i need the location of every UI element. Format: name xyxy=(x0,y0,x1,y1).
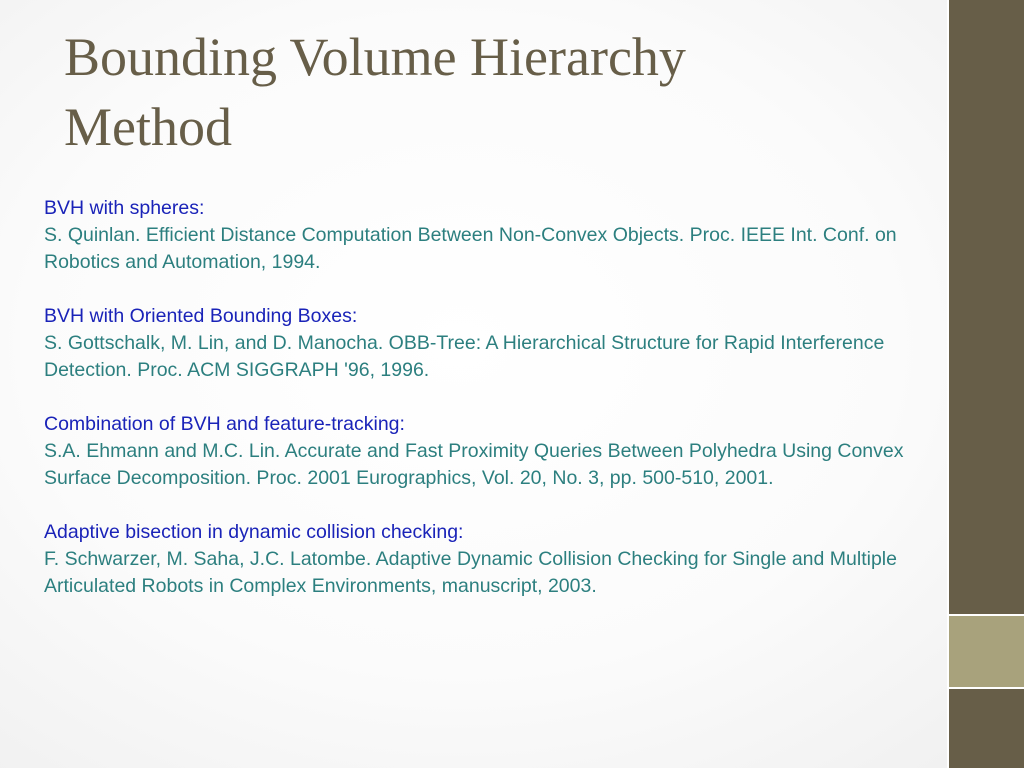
entry-citation: F. Schwarzer, M. Saha, J.C. Latombe. Adaptive Dynamic Collision Checking for Single and Multiple Articulated Robots in Complex Environments, manuscript, 2003. xyxy=(44,548,897,597)
slide-title-line2: Method xyxy=(64,97,232,157)
reference-list xyxy=(44,195,944,627)
entry-citation: S.A. Ehmann and M.C. Lin. Accurate and Fast Proximity Queries Between Polyhedra Using Convex Surface Decomposition. Proc. 2001 Eurographics, Vol. 20, No. 3, pp. 500-510, 2001. xyxy=(44,440,904,489)
slide-title-line1: Bounding Volume Hierarchy xyxy=(64,27,686,87)
slide-title xyxy=(64,22,924,162)
entry-heading: Adaptive bisection in dynamic collision checking: xyxy=(44,521,464,543)
reference-entry-feature-tracking xyxy=(44,411,944,492)
reference-entry-adaptive-bisection xyxy=(44,519,944,600)
entry-citation: S. Quinlan. Efficient Distance Computation Between Non-Convex Objects. Proc. IEEE Int. Conf. on Robotics and Automation, 1994. xyxy=(44,224,897,273)
entry-heading: BVH with Oriented Bounding Boxes: xyxy=(44,305,358,327)
reference-entry-spheres xyxy=(44,195,944,276)
entry-citation: S. Gottschalk, M. Lin, and D. Manocha. OBB-Tree: A Hierarchical Structure for Rapid Interference Detection. Proc. ACM SIGGRAPH '96, 1996. xyxy=(44,332,885,381)
entry-heading: Combination of BVH and feature-tracking: xyxy=(44,413,405,435)
decorative-sidebar-accent xyxy=(949,614,1024,689)
reference-entry-obb xyxy=(44,303,944,384)
entry-heading: BVH with spheres: xyxy=(44,197,205,219)
